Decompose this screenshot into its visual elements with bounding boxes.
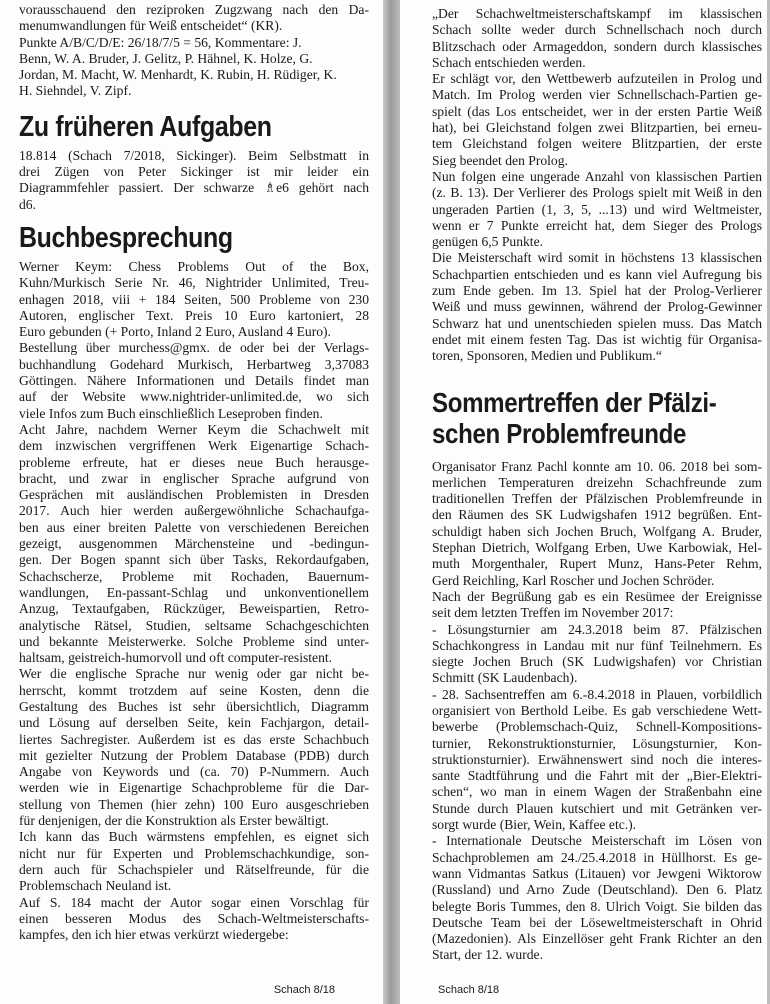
- text-line: viele Infos zum Buch einschließlich Leseproben finden.: [19, 405, 323, 421]
- text-line: sante Stadtführung und die Fahrt mit der „Bier-Elektri-: [432, 768, 762, 784]
- text-line: Acht Jahre, nachdem Werner Keym die Schachwelt mit: [19, 421, 369, 437]
- intro-paragraph: [19, 2, 369, 100]
- text-line: Diagrammfehler passiert. Der schwarze ♗e6 gehört nach: [19, 180, 369, 196]
- text-line: belegte Boris Tummes, den 8. Ulrich Voigt. Sie bilden das: [432, 898, 762, 914]
- text-line: dern auch für Schachspieler und Rätselfreunde, für die: [19, 861, 369, 877]
- text-line: Sommertreffen der Pfälzi-: [432, 386, 717, 418]
- text-line: analytische Rätsel, Studien, seltsame Schachgeschichten: [19, 617, 369, 633]
- text-line: nicht nur für Experten und Problemschachkundige, son-: [19, 845, 369, 861]
- heading-fruehere-aufgaben: Zu früheren Aufgaben: [19, 110, 272, 143]
- text-line: schen Problemfreunde: [432, 417, 687, 449]
- right-page: [400, 0, 770, 1004]
- text-line: spielt (das Los entscheidet, wer in der ersten Partie Weiß: [432, 103, 762, 119]
- text-line: Stunde durch Plauen kutschiert und mit Getränken ver-: [432, 800, 762, 816]
- text-line: Schach entschieden werden.: [432, 54, 586, 70]
- text-line: „Der Schachweltmeisterschaftskampf im klassischen: [432, 6, 762, 21]
- text-line: Schwarz hat und unentschieden spielen muss. Das Match: [432, 315, 762, 331]
- book-gutter: [383, 0, 400, 1004]
- text-line: Stephan Dietrich, Wolfgang Erben, Uwe Karbowiak, Hel-: [432, 540, 762, 556]
- text-line: Match. Im Prolog werden vier Schnellschach-Partien ge-: [432, 87, 762, 103]
- text-line: menumwandlungen für Weiß entscheidet“ (KR).: [19, 18, 283, 34]
- text-line: Weiß und muss gewinnen, während der Prolog-Gewinner: [432, 299, 762, 315]
- text-line: auf der Website www.nightrider-unlimited.de, wo sich: [19, 389, 369, 405]
- text-line: Er schlägt vor, den Wettbewerb aufzuteilen in Prolog und: [432, 71, 762, 87]
- text-line: struktionsturnier). Erwähnenswert sind noch die interes-: [432, 751, 762, 767]
- text-line: vorausschauend den reziproken Zugzwang nach den Da-: [19, 2, 369, 17]
- text-line: siegte Jochen Bruch (SK Ludwigshafen) vor Christian: [432, 654, 762, 670]
- text-line: Autoren, englischer Text. Preis 10 Euro kartoniert, 28: [19, 307, 369, 323]
- text-line: Ich kann das Buch wärmstens empfehlen, es eignet sich: [19, 829, 369, 845]
- text-line: zum Ende geben. Im 13. Spiel hat der Prolog-Verlierer: [432, 283, 762, 299]
- text-line: haltsam, geistreich-humorvoll und oft computer-resistent.: [19, 650, 333, 666]
- text-line: enhagen 2018, viii + 184 Seiten, 500 Probleme von 230: [19, 291, 369, 307]
- text-line: Werner Keym: Chess Problems Out of the Box,: [19, 258, 369, 274]
- text-line: gezeigt, ausgenommen Märchensteine und -bedingun-: [19, 536, 369, 552]
- text-line: Kuhn/Murkisch Serie Nr. 46, Nightrider Unlimited, Treu-: [19, 275, 369, 291]
- text-line: mit gezielter Nutzung der Problem Database (PDB) durch: [19, 747, 369, 763]
- text-line: Nun folgen eine ungerade Anzahl von klassischen Partien: [432, 168, 762, 184]
- heading-sommertreffen: [432, 387, 716, 449]
- text-line: 2017. Auch hier werden außergewöhnliche Schachaufga-: [19, 503, 369, 519]
- text-line: und bekannte Meisterwerke. Solche Probleme sind unter-: [19, 633, 369, 649]
- text-line: Organisator Franz Pachl konnte am 10. 06. 2018 bei som-: [432, 458, 762, 474]
- buchbesprechung-paragraph: [19, 259, 369, 943]
- page-footer-right: Schach 8/18: [438, 984, 500, 996]
- text-line: 18.814 (Schach 7/2018, Sickinger). Beim Selbstmatt in: [19, 147, 369, 163]
- text-line: Start, der 12. wurde.: [432, 947, 543, 963]
- text-line: Deutsche Team bei der Löseweltmeisterschaft in Ohrid: [432, 914, 762, 930]
- text-line: Problemschach Neuland ist.: [19, 878, 172, 894]
- text-line: Gestaltung des Buches ist sehr übersichtlich, Diagramm: [19, 698, 369, 714]
- text-line: schuldigt haben sich Jochen Bruch, Wolfgang A. Bruder,: [432, 523, 762, 539]
- text-line: ungeraden Partien (1, 3, 5, ...13) und wird Weltmeister,: [432, 201, 762, 217]
- text-line: Göttingen. Nähere Informationen und Details findet man: [19, 373, 369, 389]
- text-line: Euro gebunden (+ Porto, Inland 2 Euro, Ausland 4 Euro).: [19, 324, 331, 340]
- sommertreffen-paragraph: [432, 459, 762, 964]
- text-line: Bestellung über murchess@gmx. de oder bei der Verlags-: [19, 340, 369, 356]
- text-line: Punkte A/B/C/D/E: 26/18/7/5 = 56, Kommentare: J.: [19, 34, 302, 50]
- text-line: Schmitt (SK Laudenbach).: [432, 670, 578, 686]
- text-line: turnier, Rekonstruktionsturnier, Lösungsturnier, Kon-: [432, 735, 762, 751]
- text-line: einen besseren Modus des Schach-Weltmeisterschafts-: [19, 910, 369, 926]
- text-line: wandlungen, En-passant-Schlag und unkonventionellem: [19, 584, 369, 600]
- text-line: d6.: [19, 196, 36, 212]
- text-line: (Mazedonien). Als Einzellöser geht Frank Richter an den: [432, 931, 762, 947]
- text-line: dem inzwischen vergriffenen Werk Eigenartige Schach-: [19, 438, 369, 454]
- heading-buchbesprechung: Buchbesprechung: [19, 221, 233, 254]
- text-line: herrscht, kommt trotzdem auf seine Kosten, denn die: [19, 682, 369, 698]
- text-line: bracht, und zwar in englischer Sprache aufgrund von: [19, 470, 369, 486]
- text-line: organisiert von Berthold Leibe. Es gab verschiedene Wett-: [432, 702, 762, 718]
- text-line: probleme erfreute, hat er dieses neue Buch herausge-: [19, 454, 369, 470]
- text-line: toren, Sponsoren, Medien und Publikum.“: [432, 348, 662, 364]
- text-line: Die Meisterschaft wird somit in höchstens 13 klassischen: [432, 250, 762, 266]
- text-line: wann Vidmantas Satkus (Litauen) vor Jewgeni Wiktorow: [432, 865, 762, 881]
- text-line: buchhandlung Godehard Murkisch, Herbartweg 3,37083: [19, 356, 369, 372]
- text-line: Schachproblemen am 24./25.4.2018 in Hüllhorst. Es ge-: [432, 849, 762, 865]
- text-line: Blitzschach oder Armageddon, sondern durch klassisches: [432, 38, 762, 54]
- text-line: - 28. Sachsentreffen am 6.-8.4.2018 in Plauen, vorbildlich: [432, 686, 762, 702]
- text-line: Gesprächen mit ausländischen Problemisten in Dresden: [19, 487, 369, 503]
- text-line: drei Zügen von Peter Sickinger ist mir leider ein: [19, 164, 369, 180]
- text-line: Schachkongress in Landau mit nur fünf Teilnehmern. Es: [432, 637, 762, 653]
- text-line: muth Morgenthaler, Rupert Munz, Hans-Peter Rehm,: [432, 556, 762, 572]
- left-page: [0, 0, 383, 1004]
- text-line: hat), bei Gleichstand folgen zwei Blitzpartien, bei erneu-: [432, 120, 762, 136]
- text-line: sorgt wurde (Bier, Wein, Kaffee etc.).: [432, 817, 637, 833]
- text-line: merlichen Temperaturen dreizehn Schachfreunde zum: [432, 474, 762, 490]
- text-line: wenn er 7 Punkte erreicht hat, dem Sieger des Prologs: [432, 217, 762, 233]
- text-line: H. Siehndel, V. Zipf.: [19, 83, 132, 99]
- text-line: bewerbe (Problemschach-Quiz, Schnell-Kompositions-: [432, 719, 762, 735]
- text-line: liertes Sachregister. Außerdem ist es das erste Schachbuch: [19, 731, 369, 747]
- text-line: tem Gleichstand folgen weitere Blitzpartien, der erste: [432, 136, 762, 152]
- text-line: Anzug, Textaufgaben, Rückzüger, Beweispartien, Retro-: [19, 601, 369, 617]
- text-line: Schachpartien entschieden und es kann viel Aufregung bis: [432, 266, 762, 282]
- text-line: - Lösungsturnier am 24.3.2018 beim 87. Pfälzischen: [432, 621, 762, 637]
- text-line: werden wie in Eigenartige Schachprobleme für die Dar-: [19, 780, 369, 796]
- text-line: und Lösung auf derselben Seite, kein Fachjargon, detail-: [19, 715, 369, 731]
- text-line: für denjenigen, der die Konstruktion als Erster bewältigt.: [19, 813, 329, 829]
- text-line: Wer die englische Sprache nur wenig oder gar nicht be-: [19, 666, 369, 682]
- text-line: seit dem letzten Treffen im November 2017:: [432, 605, 674, 621]
- text-line: den Räumen des SK Ludwigshafen 1912 begrüßen. Ent-: [432, 507, 762, 523]
- text-line: traditionellen Treffen der Pfälzischen Problemfreunde in: [432, 491, 762, 507]
- text-line: kampfes, den ich hier etwas verkürzt wiedergebe:: [19, 927, 289, 943]
- text-line: gen. Der Bogen spannt sich über Tasks, Rekordaufgaben,: [19, 552, 369, 568]
- text-line: - Internationale Deutsche Meisterschaft im Lösen von: [432, 833, 762, 849]
- text-line: (Russland) und Arno Zude (Deutschland). Den 6. Platz: [432, 882, 762, 898]
- text-line: Schachscherze, Probleme mit Rochaden, Bauernum-: [19, 568, 369, 584]
- text-line: Benn, W. A. Bruder, J. Gelitz, P. Hähnel, K. Holze, G.: [19, 50, 313, 66]
- text-line: stellung von Themen (hier zehn) 100 Euro ausgeschrieben: [19, 796, 369, 812]
- text-line: schen“, wo man in einem Wagen der Straßenbahn eine: [432, 784, 762, 800]
- text-line: Sieg beendet den Prolog.: [432, 152, 568, 168]
- text-line: Auf S. 184 macht der Autor sogar einen Vorschlag für: [19, 894, 369, 910]
- text-line: genügen 6,5 Punkte.: [432, 234, 544, 250]
- text-line: Schach sollte weder durch Schnellschach noch durch: [432, 22, 762, 38]
- text-line: ben aus einer breiten Palette von verschiedenen Bereichen: [19, 519, 369, 535]
- text-line: Jordan, M. Macht, W. Menhardt, K. Rubin, H. Rüdiger, K.: [19, 67, 337, 83]
- text-line: Nach der Begrüßung gab es ein Resümee der Ereignisse: [432, 588, 762, 604]
- text-line: endet mit einem festen Tag. Das ist wichtig für Organisa-: [432, 331, 762, 347]
- text-line: (z. B. 13). Der Verlierer des Prologs spielt mit Weiß in den: [432, 185, 762, 201]
- text-line: Gerd Reichling, Karl Roscher und Jochen Schröder.: [432, 572, 715, 588]
- quote-paragraph: [432, 6, 762, 365]
- fruehere-aufgaben-paragraph: [19, 148, 369, 213]
- page-footer-left: Schach 8/18: [273, 984, 335, 996]
- text-line: Angabe von Keywords und (ca. 70) P-Nummern. Auch: [19, 764, 369, 780]
